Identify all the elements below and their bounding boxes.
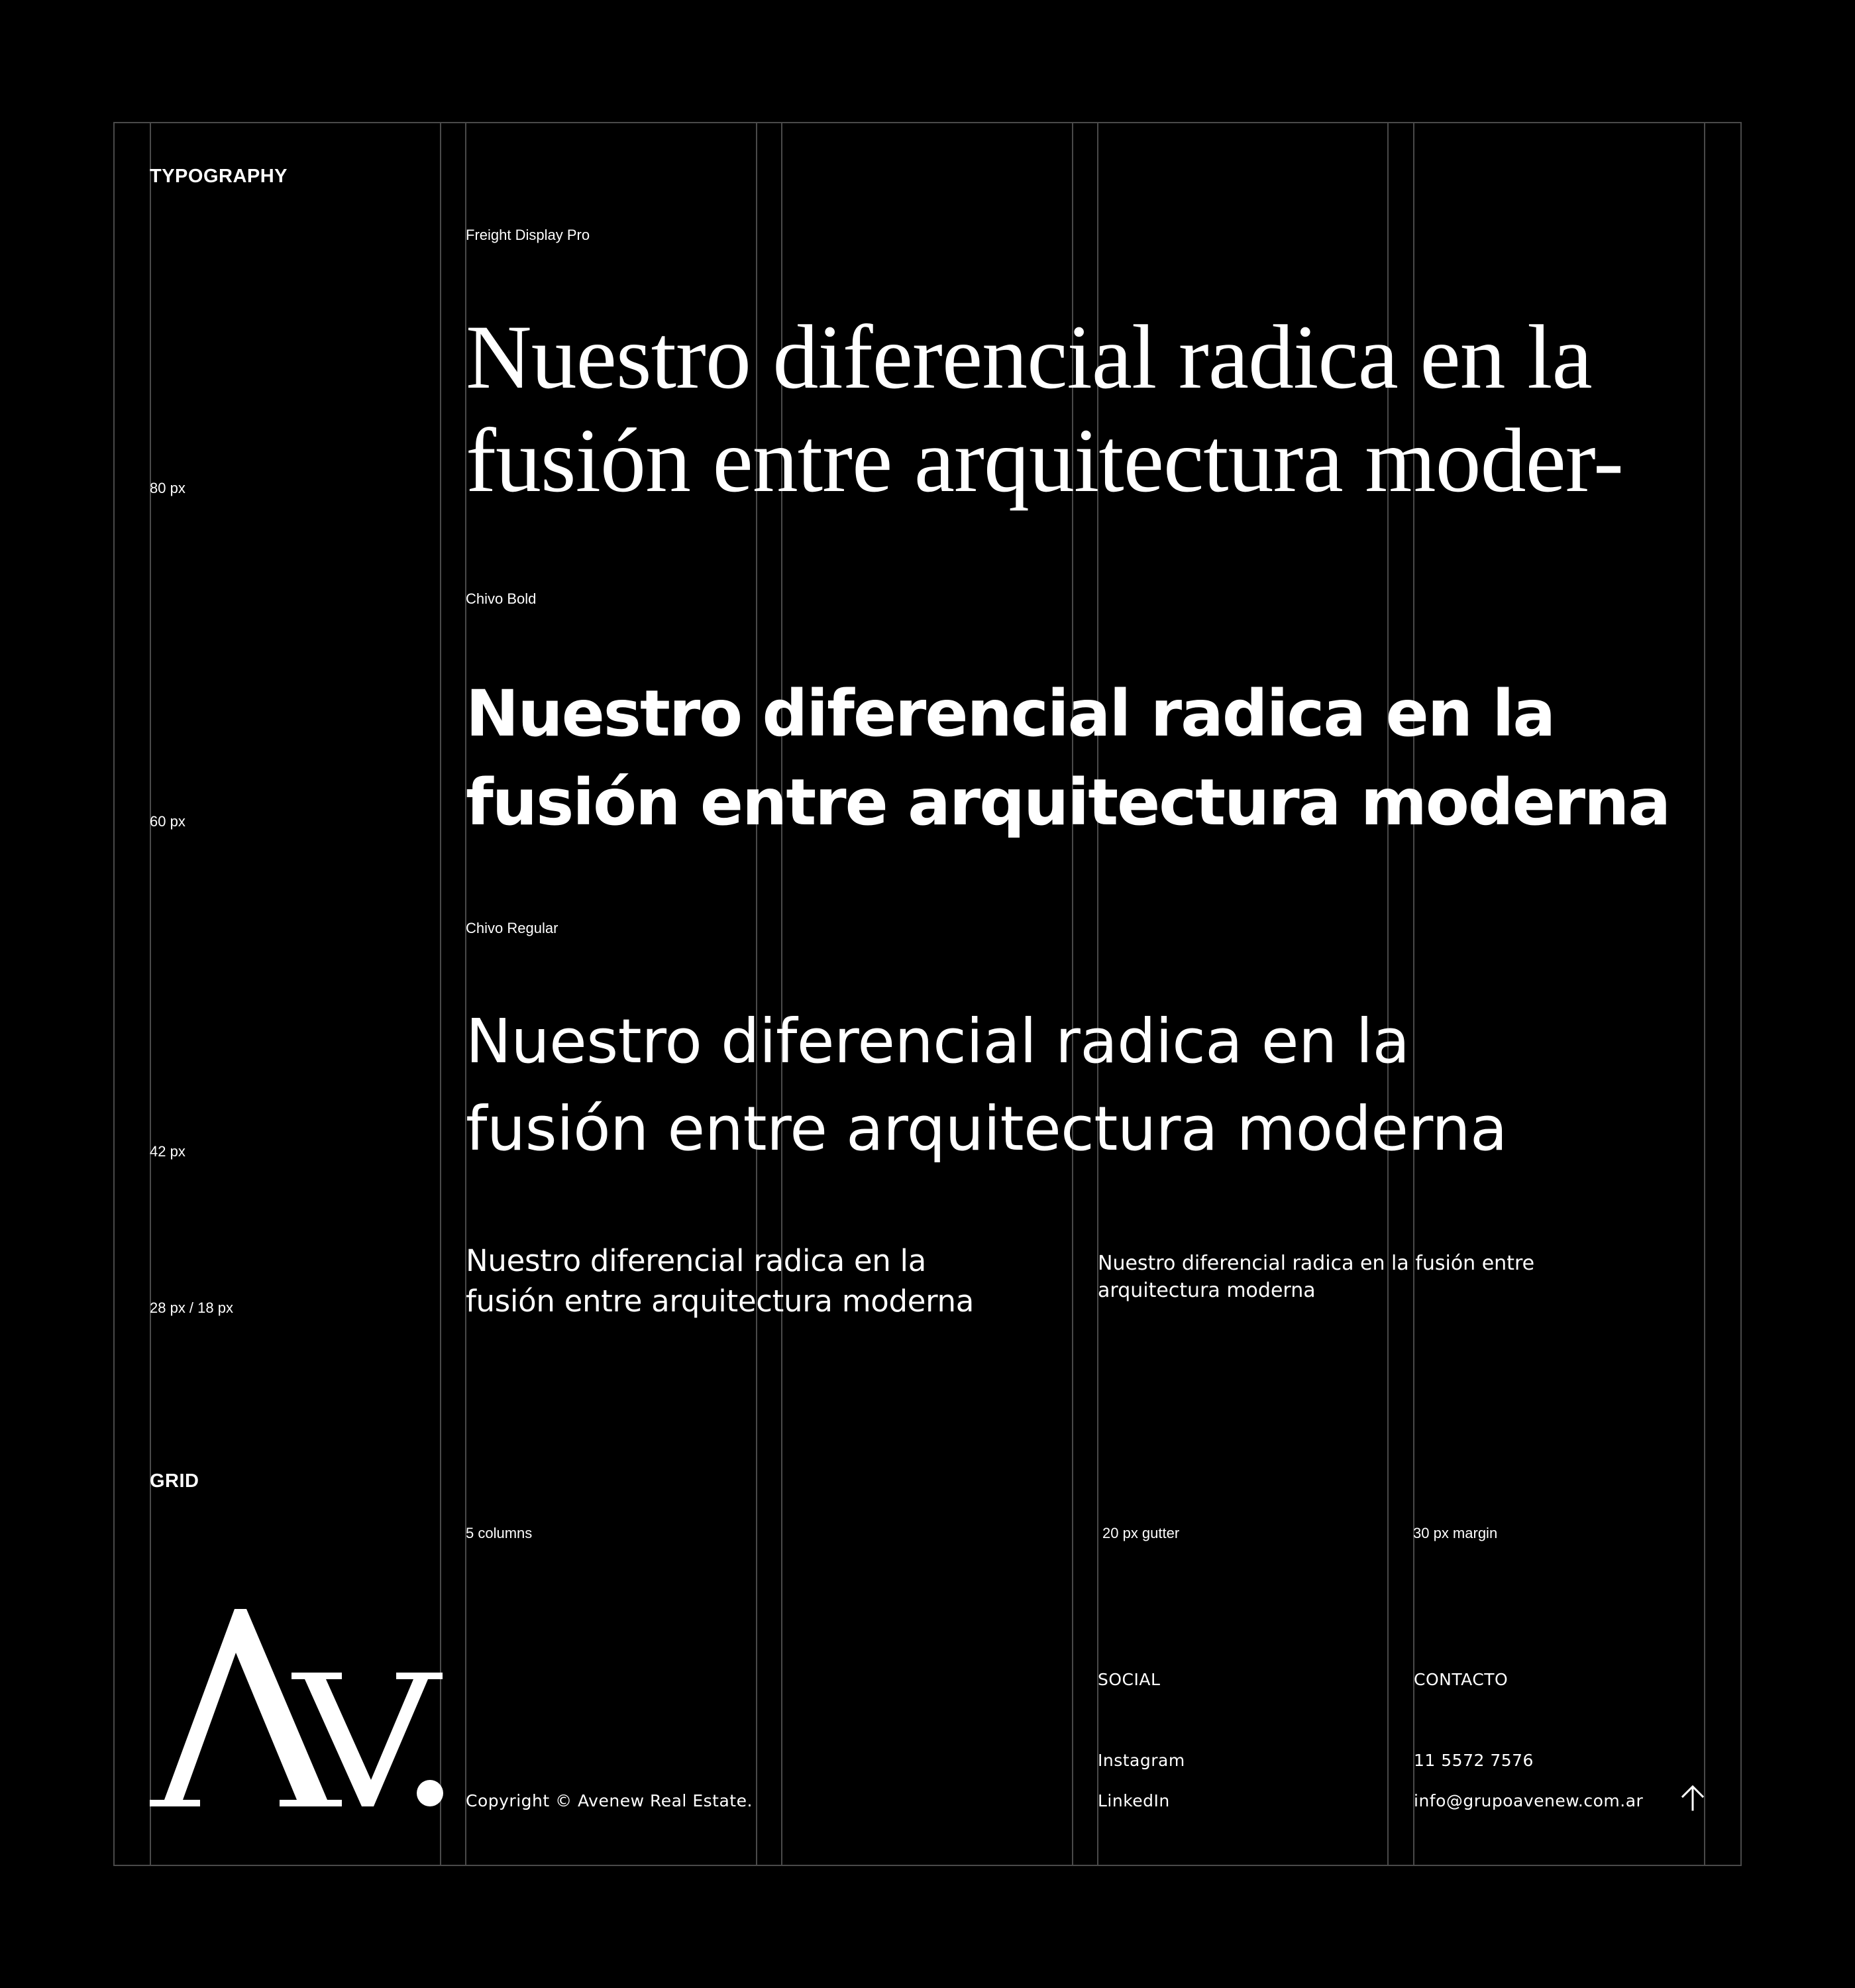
sample-serif-line1: Nuestro diferencial radica en la: [466, 306, 1592, 408]
grid-title: GRID: [150, 1470, 199, 1492]
font-name-freight: Freight Display Pro: [466, 227, 590, 243]
sample-regular-line2: fusión entre arquitectura moderna: [466, 1093, 1507, 1164]
social-link-linkedin[interactable]: LinkedIn: [1098, 1791, 1170, 1810]
sample-18-line1: Nuestro diferencial radica en la fusión entre: [1098, 1252, 1535, 1275]
social-link-instagram[interactable]: Instagram: [1098, 1751, 1185, 1770]
sample-bold-line1: Nuestro diferencial radica en la: [466, 677, 1555, 751]
sample-18-line2: arquitectura moderna: [1098, 1279, 1316, 1302]
grid-margin-label: 30 px margin: [1413, 1525, 1498, 1541]
font-name-chivo-regular: Chivo Regular: [466, 920, 558, 936]
size-label-28-18: 28 px / 18 px: [150, 1299, 233, 1316]
sample-28-line1: Nuestro diferencial radica en la: [466, 1243, 926, 1278]
size-label-60: 60 px: [150, 813, 186, 830]
grid-columns-label: 5 columns: [466, 1525, 533, 1541]
social-title: SOCIAL: [1098, 1670, 1161, 1689]
sample-bold-line2: fusión entre arquitectura moderna: [466, 765, 1670, 840]
copyright-text: Copyright © Avenew Real Estate.: [466, 1791, 753, 1810]
sample-regular-line1: Nuestro diferencial radica en la: [466, 1006, 1410, 1077]
font-name-chivo-bold: Chivo Bold: [466, 590, 537, 607]
grid-guide-margin-left: [150, 122, 151, 1866]
contact-title: CONTACTO: [1414, 1670, 1509, 1689]
size-label-42: 42 px: [150, 1143, 186, 1160]
contact-email[interactable]: info@grupoavenew.com.ar: [1414, 1791, 1644, 1810]
sample-serif-line2: fusión entre arquitectura moder-: [466, 410, 1623, 511]
arrow-up-icon[interactable]: [1680, 1785, 1705, 1811]
grid-gutter-label: 20 px gutter: [1102, 1525, 1180, 1541]
avenew-logo-icon: [150, 1609, 448, 1808]
contact-phone[interactable]: 11 5572 7576: [1414, 1751, 1534, 1770]
size-label-80: 80 px: [150, 480, 186, 496]
typography-title: TYPOGRAPHY: [150, 166, 288, 187]
grid-guide-col1-right: [440, 122, 441, 1866]
sample-28-line2: fusión entre arquitectura moderna: [466, 1284, 975, 1319]
grid-guide-margin-right: [1704, 122, 1705, 1866]
